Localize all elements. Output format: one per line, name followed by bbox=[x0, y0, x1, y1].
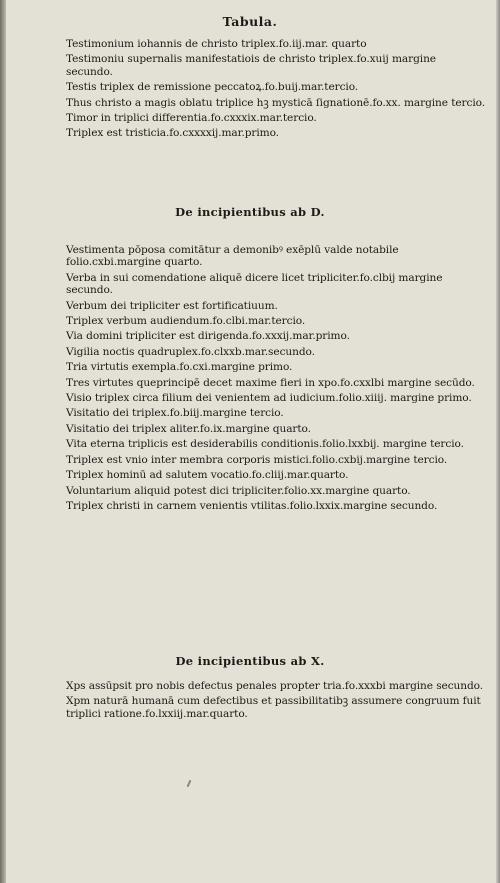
ink-mark bbox=[187, 780, 192, 787]
index-entry: Via domini tripliciter est dirigenda.fo.xxxij.mar.primo. bbox=[66, 330, 350, 343]
index-entry: Vestimenta pōposa comitātur a demonibꝰ exēplū valde notabile folio.cxbi.margine quarto. bbox=[66, 244, 399, 269]
index-entry: Voluntarium aliquid potest dici tripliciter.folio.xx.margine quarto. bbox=[66, 484, 411, 497]
index-entry: Tres virtutes queprincipē decet maxime fieri in xpo.fo.cxxlbi margine secūdo. bbox=[66, 376, 475, 389]
index-entry: Vita eterna triplicis est desiderabilis conditionis.folio.lxxbij. margine tercio. bbox=[66, 438, 464, 451]
section-heading-x: De incipientibus ab X. bbox=[175, 654, 325, 668]
index-entry: Triplex christi in carnem venientis vtilitas.folio.lxxix.margine secundo. bbox=[66, 499, 438, 512]
section-heading-d: De incipientibus ab D. bbox=[175, 205, 325, 219]
index-entry: Visitatio dei triplex.fo.biij.margine tercio. bbox=[66, 407, 284, 420]
index-entry: Triplex verbum audiendum.fo.clbi.mar.tercio. bbox=[66, 315, 306, 328]
index-entry: Tria virtutis exempla.fo.cxi.margine primo. bbox=[66, 361, 293, 374]
index-entry: Triplex est vnio inter membra corporis mistici.folio.cxbij.margine tercio. bbox=[66, 453, 448, 466]
index-entry: Verbum dei tripliciter est fortificatiuum. bbox=[66, 299, 278, 312]
index-entry: Triplex hominū ad salutem vocatio.fo.cliij.mar.quarto. bbox=[66, 469, 349, 482]
index-entry: Vigilia noctis quadruplex.fo.clxxb.mar.secundo. bbox=[66, 345, 315, 358]
running-head: Tabula. bbox=[222, 14, 278, 29]
index-entry: Xpm naturā humanā cum defectibus et passibilitatibꝫ assumere congruum fuit triplici ratione.fo.lxxiij.mar.quarto. bbox=[66, 695, 481, 720]
entries-block-t bbox=[66, 38, 486, 143]
index-entry: Xps assūpsit pro nobis defectus penales propter tria.fo.xxxbi margine secundo. bbox=[66, 680, 484, 692]
index-entry: Visio triplex circa filium dei venientem ad iudicium.folio.xiiij. margine primo. bbox=[66, 392, 472, 405]
index-entry: Testimonium iohannis de christo triplex.fo.iij.mar. quarto bbox=[66, 38, 367, 50]
index-entry: Testimoniu supernalis manifestatiois de christo triplex.fo.xuij margine secundo. bbox=[66, 53, 436, 78]
index-entry: Thus christo a magis oblatu triplice hꝫ mysticā ſignationē.fo.xx. margine tercio. bbox=[66, 96, 485, 109]
index-entry: Visitatio dei triplex aliter.fo.ix.margine quarto. bbox=[66, 422, 311, 435]
index-entry: Triplex est tristicia.fo.cxxxxij.mar.primo. bbox=[66, 127, 279, 140]
entries-block-x bbox=[66, 680, 486, 723]
entries-block-d bbox=[66, 244, 486, 515]
index-entry: Timor in triplici differentia.fo.cxxxix.mar.tercio. bbox=[66, 112, 317, 125]
index-entry: Testis triplex de remissione peccatoꝝ.fo.buij.mar.tercio. bbox=[66, 81, 359, 94]
index-entry: Verba in sui comendatione aliquē dicere licet tripliciter.fo.clbij margine secundo. bbox=[66, 271, 443, 297]
